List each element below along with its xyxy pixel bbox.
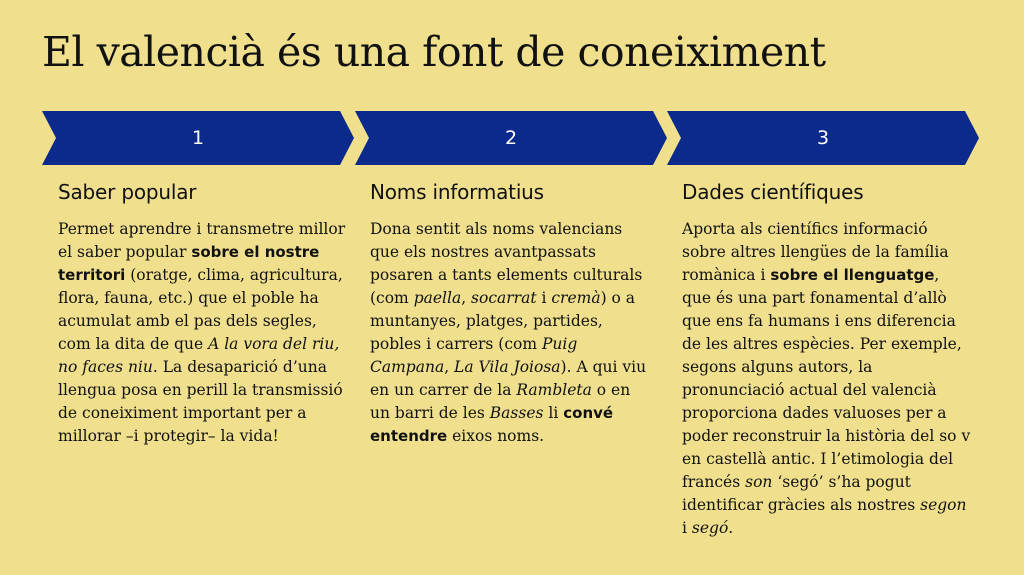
bold-run: convé entendre — [370, 404, 614, 445]
text-run: (oratge, clima, agricultura, flora, fauna, etc.) que el poble ha acumulat amb el pas dels segles, com la dita de que — [58, 266, 343, 353]
column-body — [370, 218, 652, 448]
step-chevron-1 — [42, 111, 354, 165]
italic-run: socarrat — [471, 289, 537, 307]
column-heading: Saber popular — [58, 180, 197, 204]
text-run: Aporta als científics informació sobre altres llengües de la família romànica i — [682, 220, 949, 284]
column-heading: Dades científiques — [682, 180, 864, 204]
italic-run: Basses — [489, 404, 544, 422]
text-run: ‘segó’ s’ha pogut identificar gràcies als nostres — [682, 473, 921, 514]
column-body — [682, 218, 972, 540]
italic-run: segó — [691, 519, 729, 537]
text-run: , — [444, 358, 455, 376]
italic-run: La Vila Joiosa — [454, 358, 561, 376]
column-noms-informatius — [370, 180, 652, 448]
italic-run: paella — [413, 289, 462, 307]
italic-run: son — [745, 473, 773, 491]
step-number-2: 2 — [504, 127, 518, 149]
text-run: . La desaparició d’una llengua posa en perill la transmissió de coneiximent important per a millorar –i protegir– la vida! — [58, 358, 343, 445]
page-title: El valencià és una font de coneiximent — [42, 28, 826, 76]
text-run: . — [728, 519, 734, 537]
text-run: i — [536, 289, 552, 307]
text-run: Dona sentit als noms valencians que els nostres avantpassats posaren a tants elements culturals (com — [370, 220, 643, 307]
text-run: Permet aprendre i transmetre millor el saber popular — [58, 220, 346, 261]
text-run: ) o a muntanyes, platges, partides, pobles i carrers (com — [370, 289, 636, 353]
italic-run: segon — [920, 496, 967, 514]
text-run: ). A qui viu en un carrer de la — [370, 358, 647, 399]
column-body — [58, 218, 348, 448]
step-number-3: 3 — [816, 127, 830, 149]
column-heading: Noms informatius — [370, 180, 544, 204]
text-run: , que és una part fonamental d’allò que ens fa humans i ens diferencia de les altres espècies. Per exemple, segons alguns autors, la pronunciació actual del valencià proporciona dades valuoses per a poder reconstruir la història del so v en castellà antic. I l’etimologia del francés — [682, 266, 971, 491]
text-run: eixos noms. — [447, 427, 545, 445]
bold-run: sobre el llenguatge — [770, 266, 935, 284]
italic-run: cremà — [551, 289, 601, 307]
italic-run: A la vora del riu, no faces niu — [58, 335, 340, 376]
column-dades-cientifiques — [682, 180, 972, 540]
step-number-1: 1 — [191, 127, 205, 149]
step-chevron-2 — [355, 111, 667, 165]
bold-run: sobre el nostre territori — [58, 243, 320, 284]
text-run: o en un barri de les — [370, 381, 631, 422]
text-run: , — [461, 289, 472, 307]
italic-run: Puig Campana — [370, 335, 578, 376]
text-run: i — [682, 519, 692, 537]
step-chevron-3 — [667, 111, 979, 165]
text-run: li — [543, 404, 564, 422]
italic-run: Rambleta — [516, 381, 592, 399]
column-saber-popular — [58, 180, 348, 448]
